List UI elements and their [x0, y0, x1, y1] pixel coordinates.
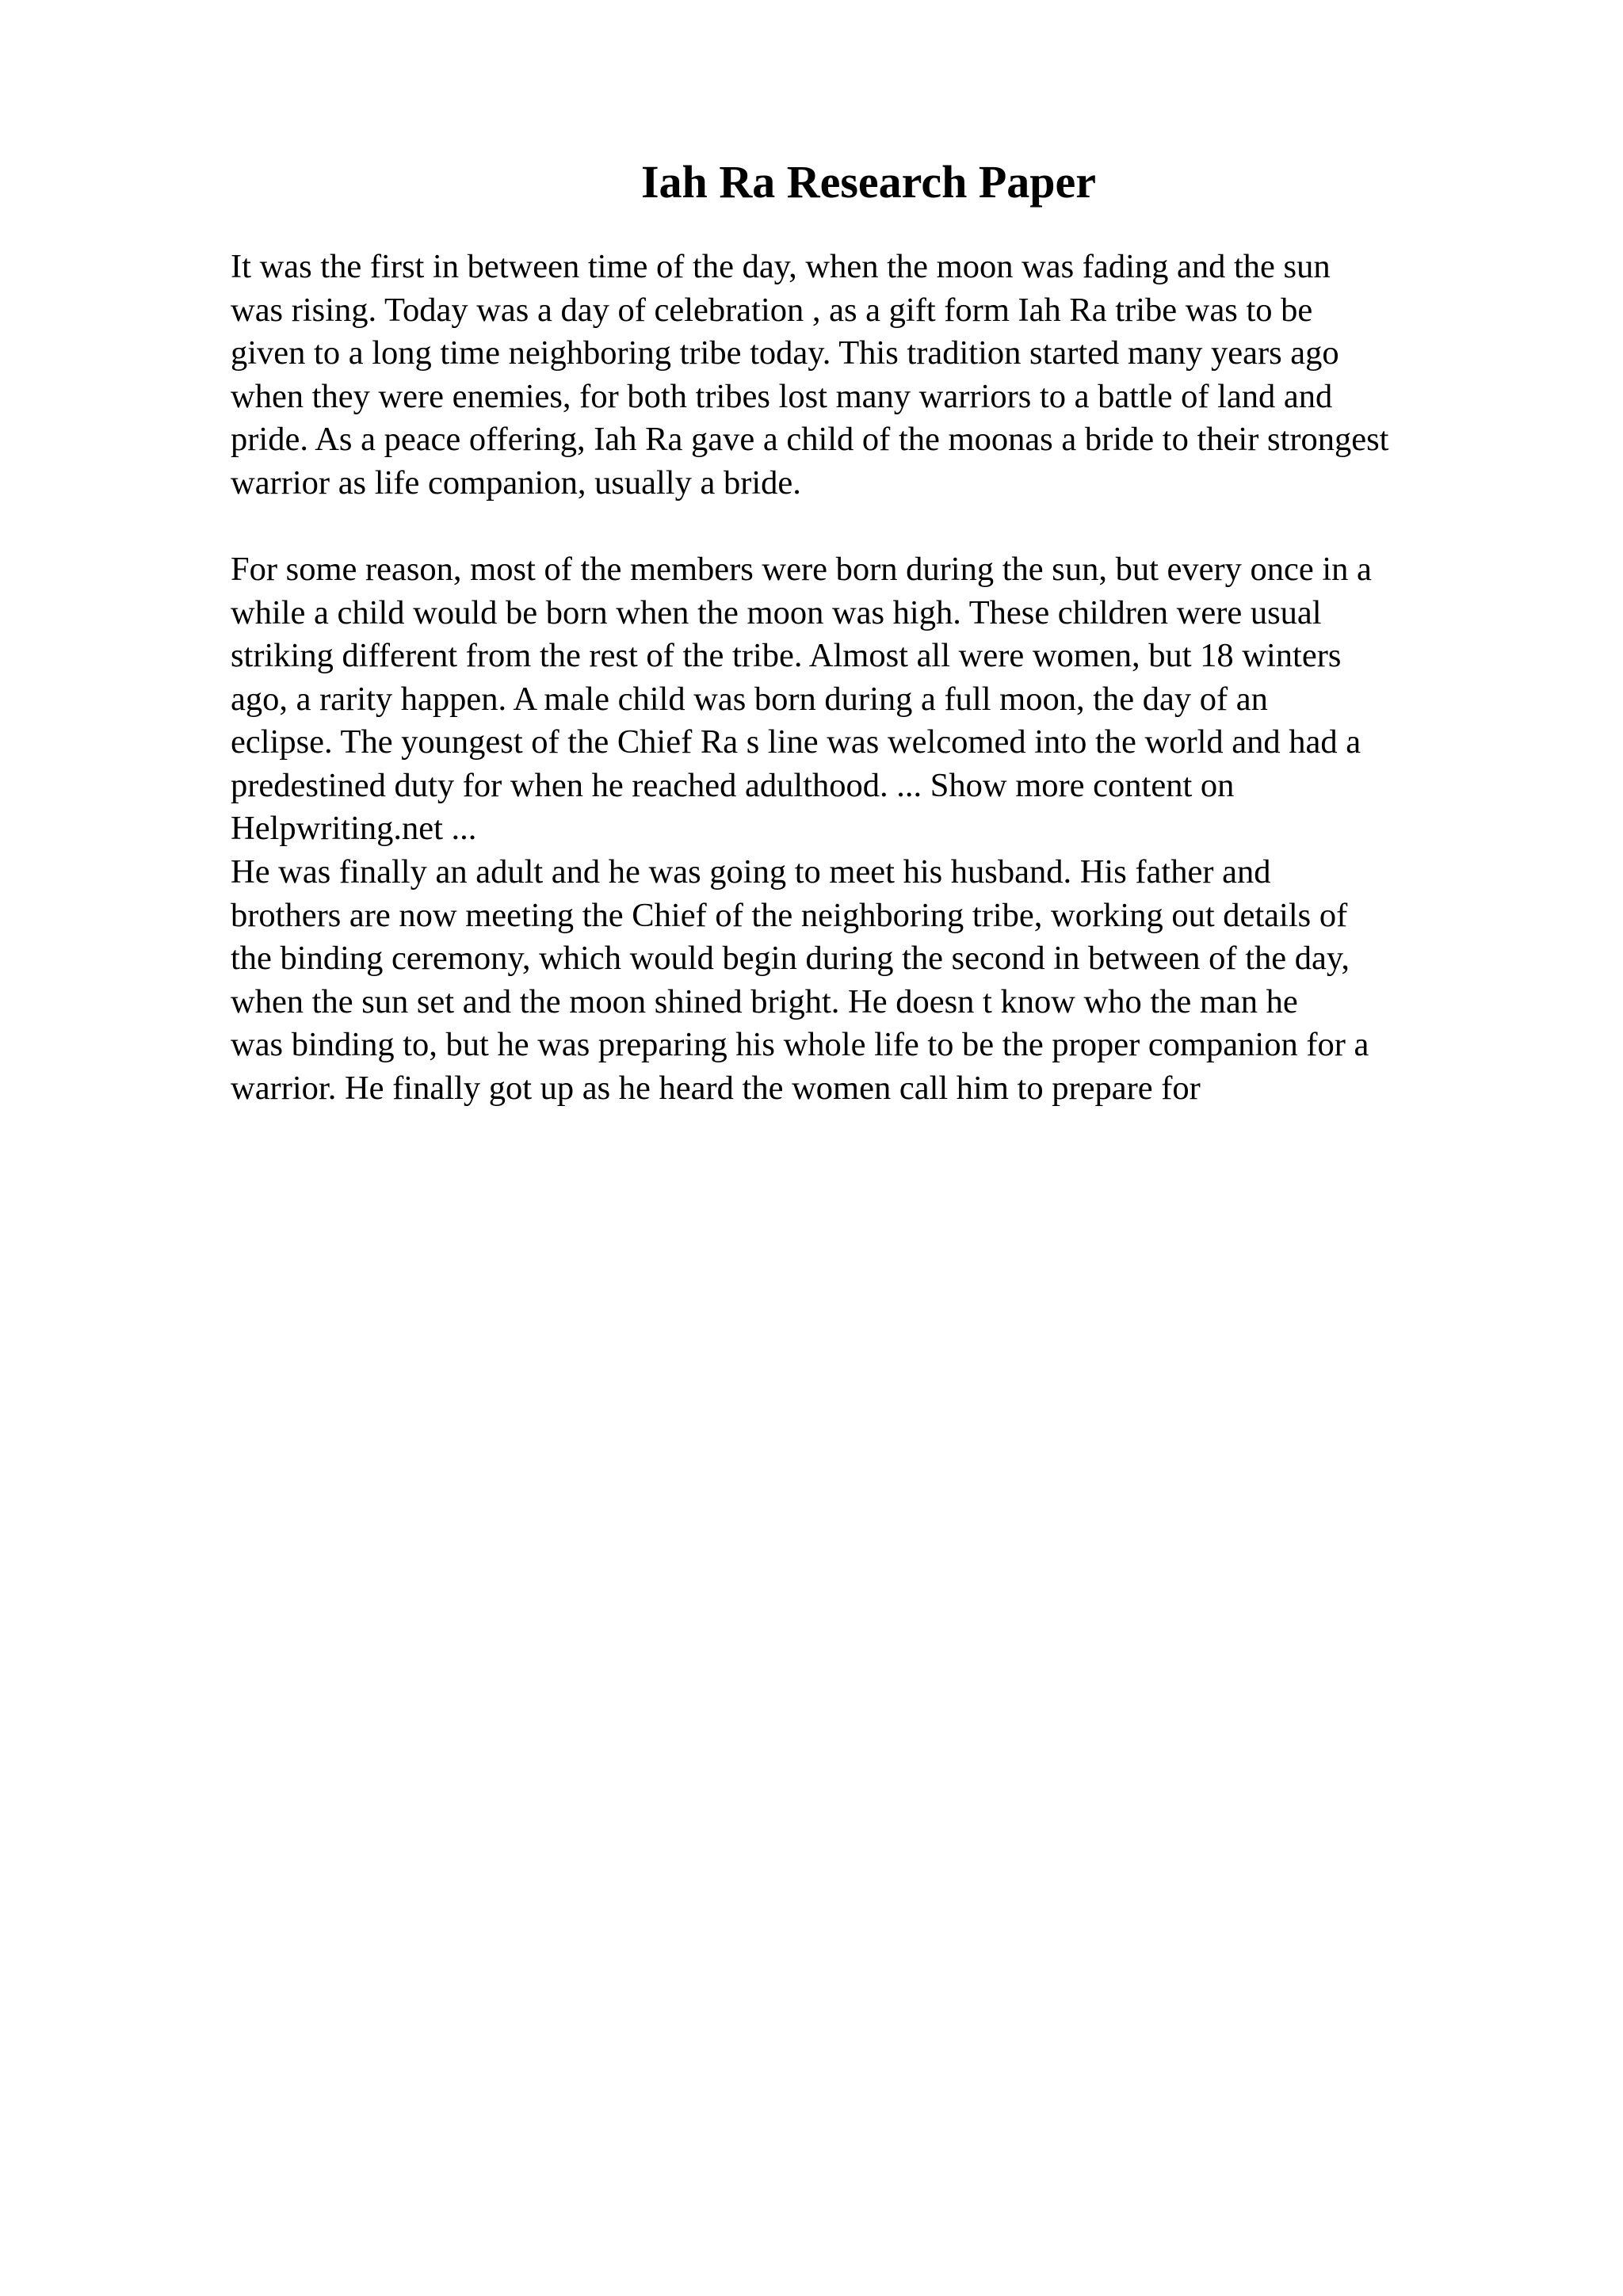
text-line: He was finally an adult and he was going to meet his husband. His father and: [231, 853, 1271, 891]
text-line: Helpwriting.net ...: [231, 810, 477, 847]
text-line: warrior. He finally got up as he heard the women call him to prepare for: [231, 1069, 1201, 1107]
text-line: was binding to, but he was preparing his whole life to be the proper companion for a: [231, 1026, 1369, 1063]
paragraph-1: [231, 246, 1530, 505]
paragraph-2: [231, 548, 1530, 851]
text-line: when they were enemies, for both tribes lost many warriors to a battle of land and: [231, 377, 1333, 415]
text-line: warrior as life companion, usually a bride.: [231, 463, 801, 502]
text-line: predestined duty for when he reached adulthood. ... Show more content on: [231, 766, 1235, 804]
text-line: striking different from the rest of the tribe. Almost all were women, but 18 winters: [231, 637, 1342, 674]
text-line: the binding ceremony, which would begin during the second in between of the day,: [231, 940, 1350, 977]
text-line: pride. As a peace offering, Iah Ra gave a child of the moonas a bride to their strongest: [231, 421, 1389, 458]
text-line: eclipse. The youngest of the Chief Ra s line was welcomed into the world and had a: [231, 723, 1361, 761]
paragraph-3: [231, 851, 1530, 1110]
text-line: ago, a rarity happen. A male child was born during a full moon, the day of an: [231, 680, 1268, 718]
text-line: was rising. Today was a day of celebration , as a gift form Iah Ra tribe was to be: [231, 291, 1313, 329]
text-line: brothers are now meeting the Chief of the neighboring tribe, working out details of: [231, 896, 1348, 934]
document-title: Iah Ra Research Paper: [640, 156, 1097, 208]
text-line: It was the first in between time of the day, when the moon was fading and the sun: [231, 248, 1331, 285]
text-line: For some reason, most of the members were born during the sun, but every once in a: [231, 551, 1372, 588]
text-line: given to a long time neighboring tribe today. This tradition started many years ago: [231, 334, 1339, 372]
text-line: while a child would be born when the moon was high. These children were usual: [231, 593, 1322, 631]
text-line: when the sun set and the moon shined bright. He doesn t know who the man he: [231, 982, 1298, 1020]
